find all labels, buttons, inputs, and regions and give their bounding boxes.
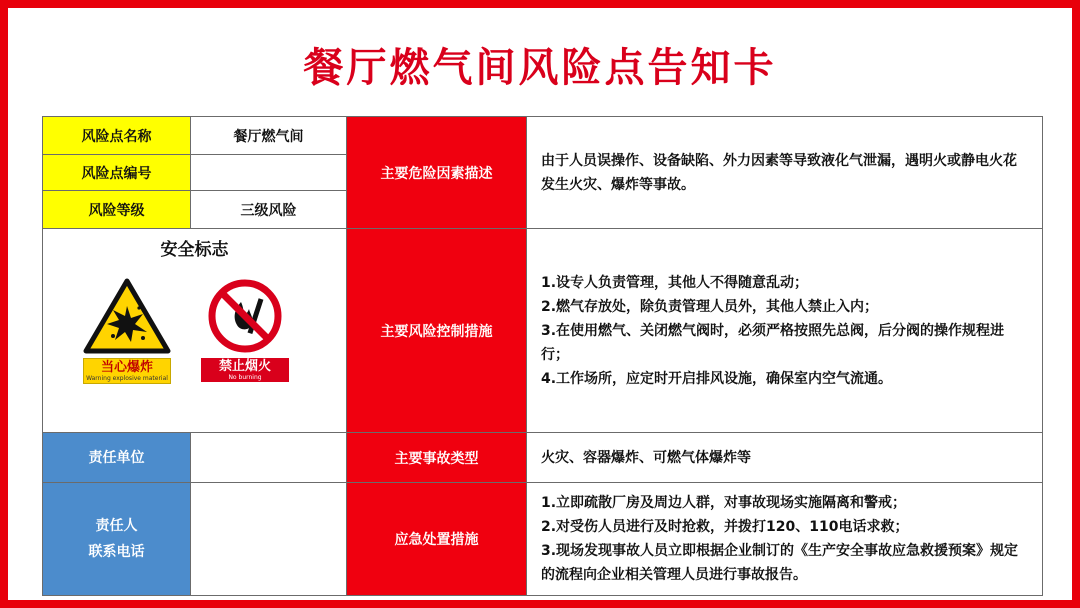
hazard-label: 主要危险因素描述 — [347, 117, 527, 229]
responsible-unit-label: 责任单位 — [43, 433, 191, 483]
risk-level-value: 三级风险 — [191, 191, 347, 229]
control-item: 2.燃气存放处，除负责管理人员外，其他人禁止入内； — [541, 298, 879, 315]
risk-level-label: 风险等级 — [43, 191, 191, 229]
risk-name-label: 风险点名称 — [43, 117, 191, 155]
card-title: 餐厅燃气间风险点告知卡 — [303, 45, 777, 91]
emergency-item: 2.对受伤人员进行及时抢救，并拨打120、110电话求救； — [541, 519, 909, 535]
control-item: 3.在使用燃气、关闭燃气阀时，必须严格按照先总阀，后分阀的操作规程进行； — [541, 322, 1005, 363]
emergency-item: 3.现场发现事故人员立即根据企业制订的《生产安全事故应急救援预案》规定的流程向企业相关管理人员进行事故报告。 — [541, 543, 1019, 583]
explosion-sign — [83, 278, 171, 384]
responsible-unit-value — [191, 433, 347, 483]
explosion-sign-caption — [83, 358, 171, 384]
contact-value — [191, 483, 347, 596]
contact-label — [43, 483, 191, 596]
hazard-text: 由于人员误操作、设备缺陷、外力因素等导致液化气泄漏，遇明火或静电火花发生火灾、爆炸等事故。 — [527, 117, 1043, 229]
risk-code-value — [191, 155, 347, 191]
no-burning-sign-sublabel: No burning — [228, 374, 262, 381]
contact-label-line1: 责任人 — [95, 518, 138, 534]
risk-table — [42, 116, 1043, 596]
contact-label-line2: 联系电话 — [88, 544, 145, 560]
accident-text: 火灾、容器爆炸、可燃气体爆炸等 — [527, 433, 1043, 483]
no-burning-sign — [201, 278, 289, 382]
explosion-sign-sublabel: Warning explosive material — [86, 375, 168, 382]
emergency-text — [527, 483, 1043, 596]
risk-code-label: 风险点编号 — [43, 155, 191, 191]
control-item: 4.工作场所，应定时开启排风设施，确保室内空气流通。 — [541, 370, 893, 387]
risk-name-value: 餐厅燃气间 — [191, 117, 347, 155]
emergency-label: 应急处置措施 — [347, 483, 527, 596]
control-label: 主要风险控制措施 — [347, 229, 527, 433]
explosion-sign-label: 当心爆炸 — [100, 360, 153, 375]
no-burning-sign-label: 禁止烟火 — [218, 359, 271, 374]
emergency-item: 1.立即疏散厂房及周边人群，对事故现场实施隔离和警戒； — [541, 495, 907, 511]
control-item: 1.设专人负责管理，其他人不得随意乱动； — [541, 274, 809, 291]
control-text — [527, 229, 1043, 433]
no-burning-icon — [201, 278, 289, 354]
safety-signs-cell — [43, 229, 347, 433]
safety-signs-title: 安全标志 — [160, 240, 229, 260]
safety-signs — [43, 260, 346, 430]
accident-label: 主要事故类型 — [347, 433, 527, 483]
no-burning-sign-caption — [201, 358, 289, 382]
explosion-warning-icon — [83, 278, 171, 354]
